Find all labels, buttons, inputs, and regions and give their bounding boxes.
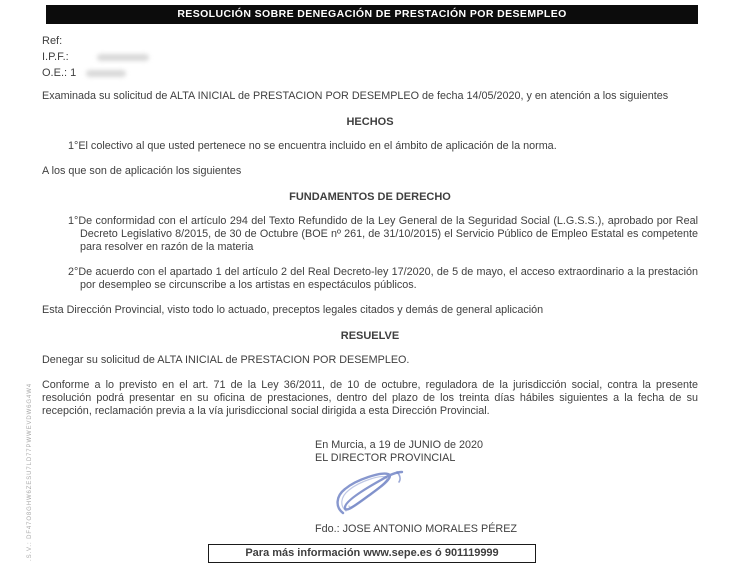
ipf-redacted-value xyxy=(97,54,149,61)
reference-block xyxy=(42,33,698,81)
fundamentos-item-2-text: De acuerdo con el apartado 1 del artículo 2 del Real Decreto-ley 17/2020, de 5 de mayo, el acceso extraordinario a la prestación por desempleo se circunscribe a los artistas en espectáculos públicos. xyxy=(78,266,698,291)
appeal-paragraph: Conforme a lo previsto en el art. 71 de la Ley 36/2011, de 10 de octubre, reguladora de la jurisdicción social, contra la presente resolución podrá presentar en su oficina de prestaciones, dentro del plazo de los treinta días hábiles siguientes a la fecha de su recepción, reclamación previa a la vía jurisdiccional social dirigida a esta Dirección Provincial. xyxy=(42,379,698,417)
signer-title-line: EL DIRECTOR PROVINCIAL xyxy=(315,452,456,464)
ipf-label: I.P.F.: xyxy=(42,49,698,65)
fundamentos-item-1 xyxy=(42,215,698,254)
hechos-heading: HECHOS xyxy=(346,116,394,128)
footer-info-box: Para más información www.sepe.es ó 901119999 xyxy=(208,544,536,563)
signature-ink-icon xyxy=(331,469,413,521)
fundamentos-item-1-number: 1° xyxy=(68,215,79,227)
place-date-line: En Murcia, a 19 de JUNIO de 2020 xyxy=(315,439,484,451)
oe-redacted-value xyxy=(86,70,126,77)
handwritten-signature xyxy=(331,469,698,521)
signature-block xyxy=(315,439,698,536)
fundamentos-heading: FUNDAMENTOS DE DERECHO xyxy=(289,191,451,203)
hechos-item-1-number: 1° xyxy=(68,140,79,152)
fundamentos-item-2 xyxy=(42,266,698,292)
fundamentos-item-2-number: 2° xyxy=(68,266,79,278)
hechos-item-1 xyxy=(42,140,698,153)
hechos-item-1-text: El colectivo al que usted pertenece no se encuentra incluido en el ámbito de aplicación de la norma. xyxy=(78,140,557,152)
csv-vertical-code: .S.V.: DF47O8GHW6ZESU7LD77PWWEVDW6G4W4 xyxy=(27,382,33,561)
decision-paragraph: Denegar su solicitud de ALTA INICIAL de PRESTACION POR DESEMPLEO. xyxy=(42,354,410,366)
ref-label: Ref: xyxy=(42,35,63,47)
document-title-bar: RESOLUCIÓN SOBRE DENEGACIÓN DE PRESTACIÓN POR DESEMPLEO xyxy=(46,5,698,24)
oe-label: O.E.: 1 xyxy=(42,65,698,81)
signed-by-line: Fdo.: JOSE ANTONIO MORALES PÉREZ xyxy=(315,523,517,535)
closing-paragraph: Esta Dirección Provincial, visto todo lo actuado, preceptos legales citados y demás de general aplicación xyxy=(42,304,544,316)
intro-paragraph: Examinada su solicitud de ALTA INICIAL de PRESTACION POR DESEMPLEO de fecha 14/05/2020, y en atención a los siguientes xyxy=(42,90,669,102)
fundamentos-item-1-text: De conformidad con el artículo 294 del Texto Refundido de la Ley General de la Seguridad Social (L.G.S.S.), aprobado por Real Decreto Legislativo 8/2015, de 30 de Octubre (BOE nº 261, de 31/10/2015) el Servicio Público de Empleo Estatal es competente para resolver en razón de la materia xyxy=(78,215,698,253)
hechos-outro: A los que son de aplicación los siguientes xyxy=(42,165,242,177)
resuelve-heading: RESUELVE xyxy=(340,330,400,342)
